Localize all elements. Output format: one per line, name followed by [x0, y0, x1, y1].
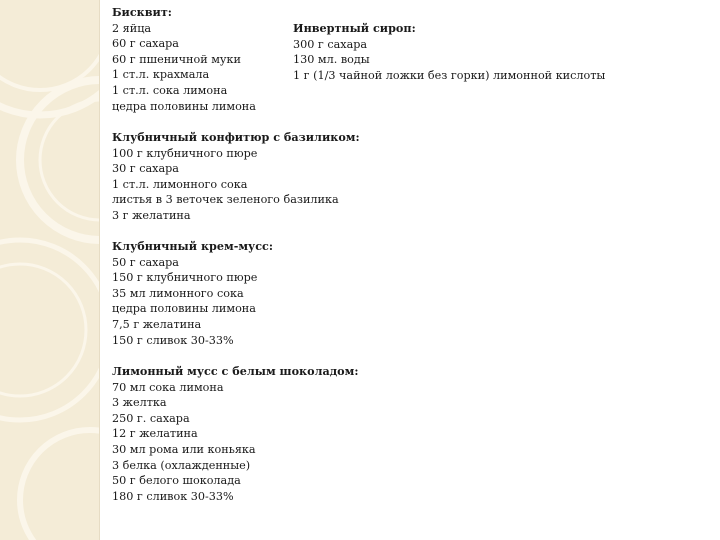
ingredient-line: листья в 3 веточек зеленого базилика [112, 193, 339, 207]
ingredient-line: 50 г сахара [112, 255, 179, 269]
ingredient-line: цедра половины лимона [112, 302, 256, 316]
ingredient-line: 100 г клубничного пюре [112, 146, 258, 160]
ornament-circle-inner-top [0, 0, 99, 90]
recipe-title: Инвертный сироп: [293, 21, 416, 35]
ingredient-line: 1 г (1/3 чайной ложки без горки) лимонной кислоты [293, 68, 606, 82]
recipe-lemon-mousse [112, 364, 359, 504]
recipe-biscuit [112, 5, 256, 114]
ingredient-line: 1 ст.л. сока лимона [112, 83, 228, 97]
ingredient-line: 60 г пшеничной муки [112, 52, 241, 66]
ingredient-line: 50 г белого шоколада [112, 474, 241, 488]
recipe-title: Клубничный конфитюр с базиликом: [112, 130, 360, 144]
ingredient-line: 250 г. сахара [112, 411, 190, 425]
ornament-circles [0, 0, 99, 540]
ingredient-line: 1 ст.л. лимонного сока [112, 177, 248, 191]
ingredient-line: 30 г сахара [112, 162, 179, 176]
ornament-circle-bottom [20, 430, 99, 540]
recipe-invert-syrup [293, 21, 605, 83]
ornament-circle-lower [0, 240, 99, 420]
ingredient-line: 180 г сливок 30-33% [112, 489, 234, 503]
ornament-circle-lower-inner [0, 264, 86, 396]
ingredient-line: 3 г желатина [112, 208, 191, 222]
ingredient-line: цедра половины лимона [112, 99, 256, 113]
recipe-title: Лимонный мусс с белым шоколадом: [112, 364, 359, 378]
ingredient-line: 150 г клубничного пюре [112, 271, 258, 285]
ingredient-line: 70 мл сока лимона [112, 380, 224, 394]
ingredient-line: 130 мл. воды [293, 53, 370, 67]
recipe-strawberry-cream-mousse [112, 239, 273, 348]
sidebar-divider [99, 0, 100, 540]
ingredient-line: 7,5 г желатина [112, 317, 202, 331]
decorative-sidebar [0, 0, 99, 540]
ingredient-line: 1 ст.л. крахмала [112, 68, 210, 82]
recipe-strawberry-confiture [112, 130, 360, 224]
ingredient-line: 300 г сахара [293, 37, 368, 51]
ingredient-line: 12 г желатина [112, 427, 198, 441]
ingredient-line: 3 желтка [112, 396, 167, 410]
ingredient-line: 30 мл рома или коньяка [112, 442, 256, 456]
ingredient-line: 150 г сливок 30-33% [112, 333, 234, 347]
ingredient-line: 2 яйца [112, 21, 152, 35]
ingredient-line: 35 мл лимонного сока [112, 286, 244, 300]
recipe-title: Клубничный крем-мусс: [112, 239, 273, 253]
ingredient-line: 3 белка (охлажденные) [112, 458, 251, 472]
recipe-title: Бисквит: [112, 5, 172, 19]
ingredient-line: 60 г сахара [112, 37, 179, 51]
